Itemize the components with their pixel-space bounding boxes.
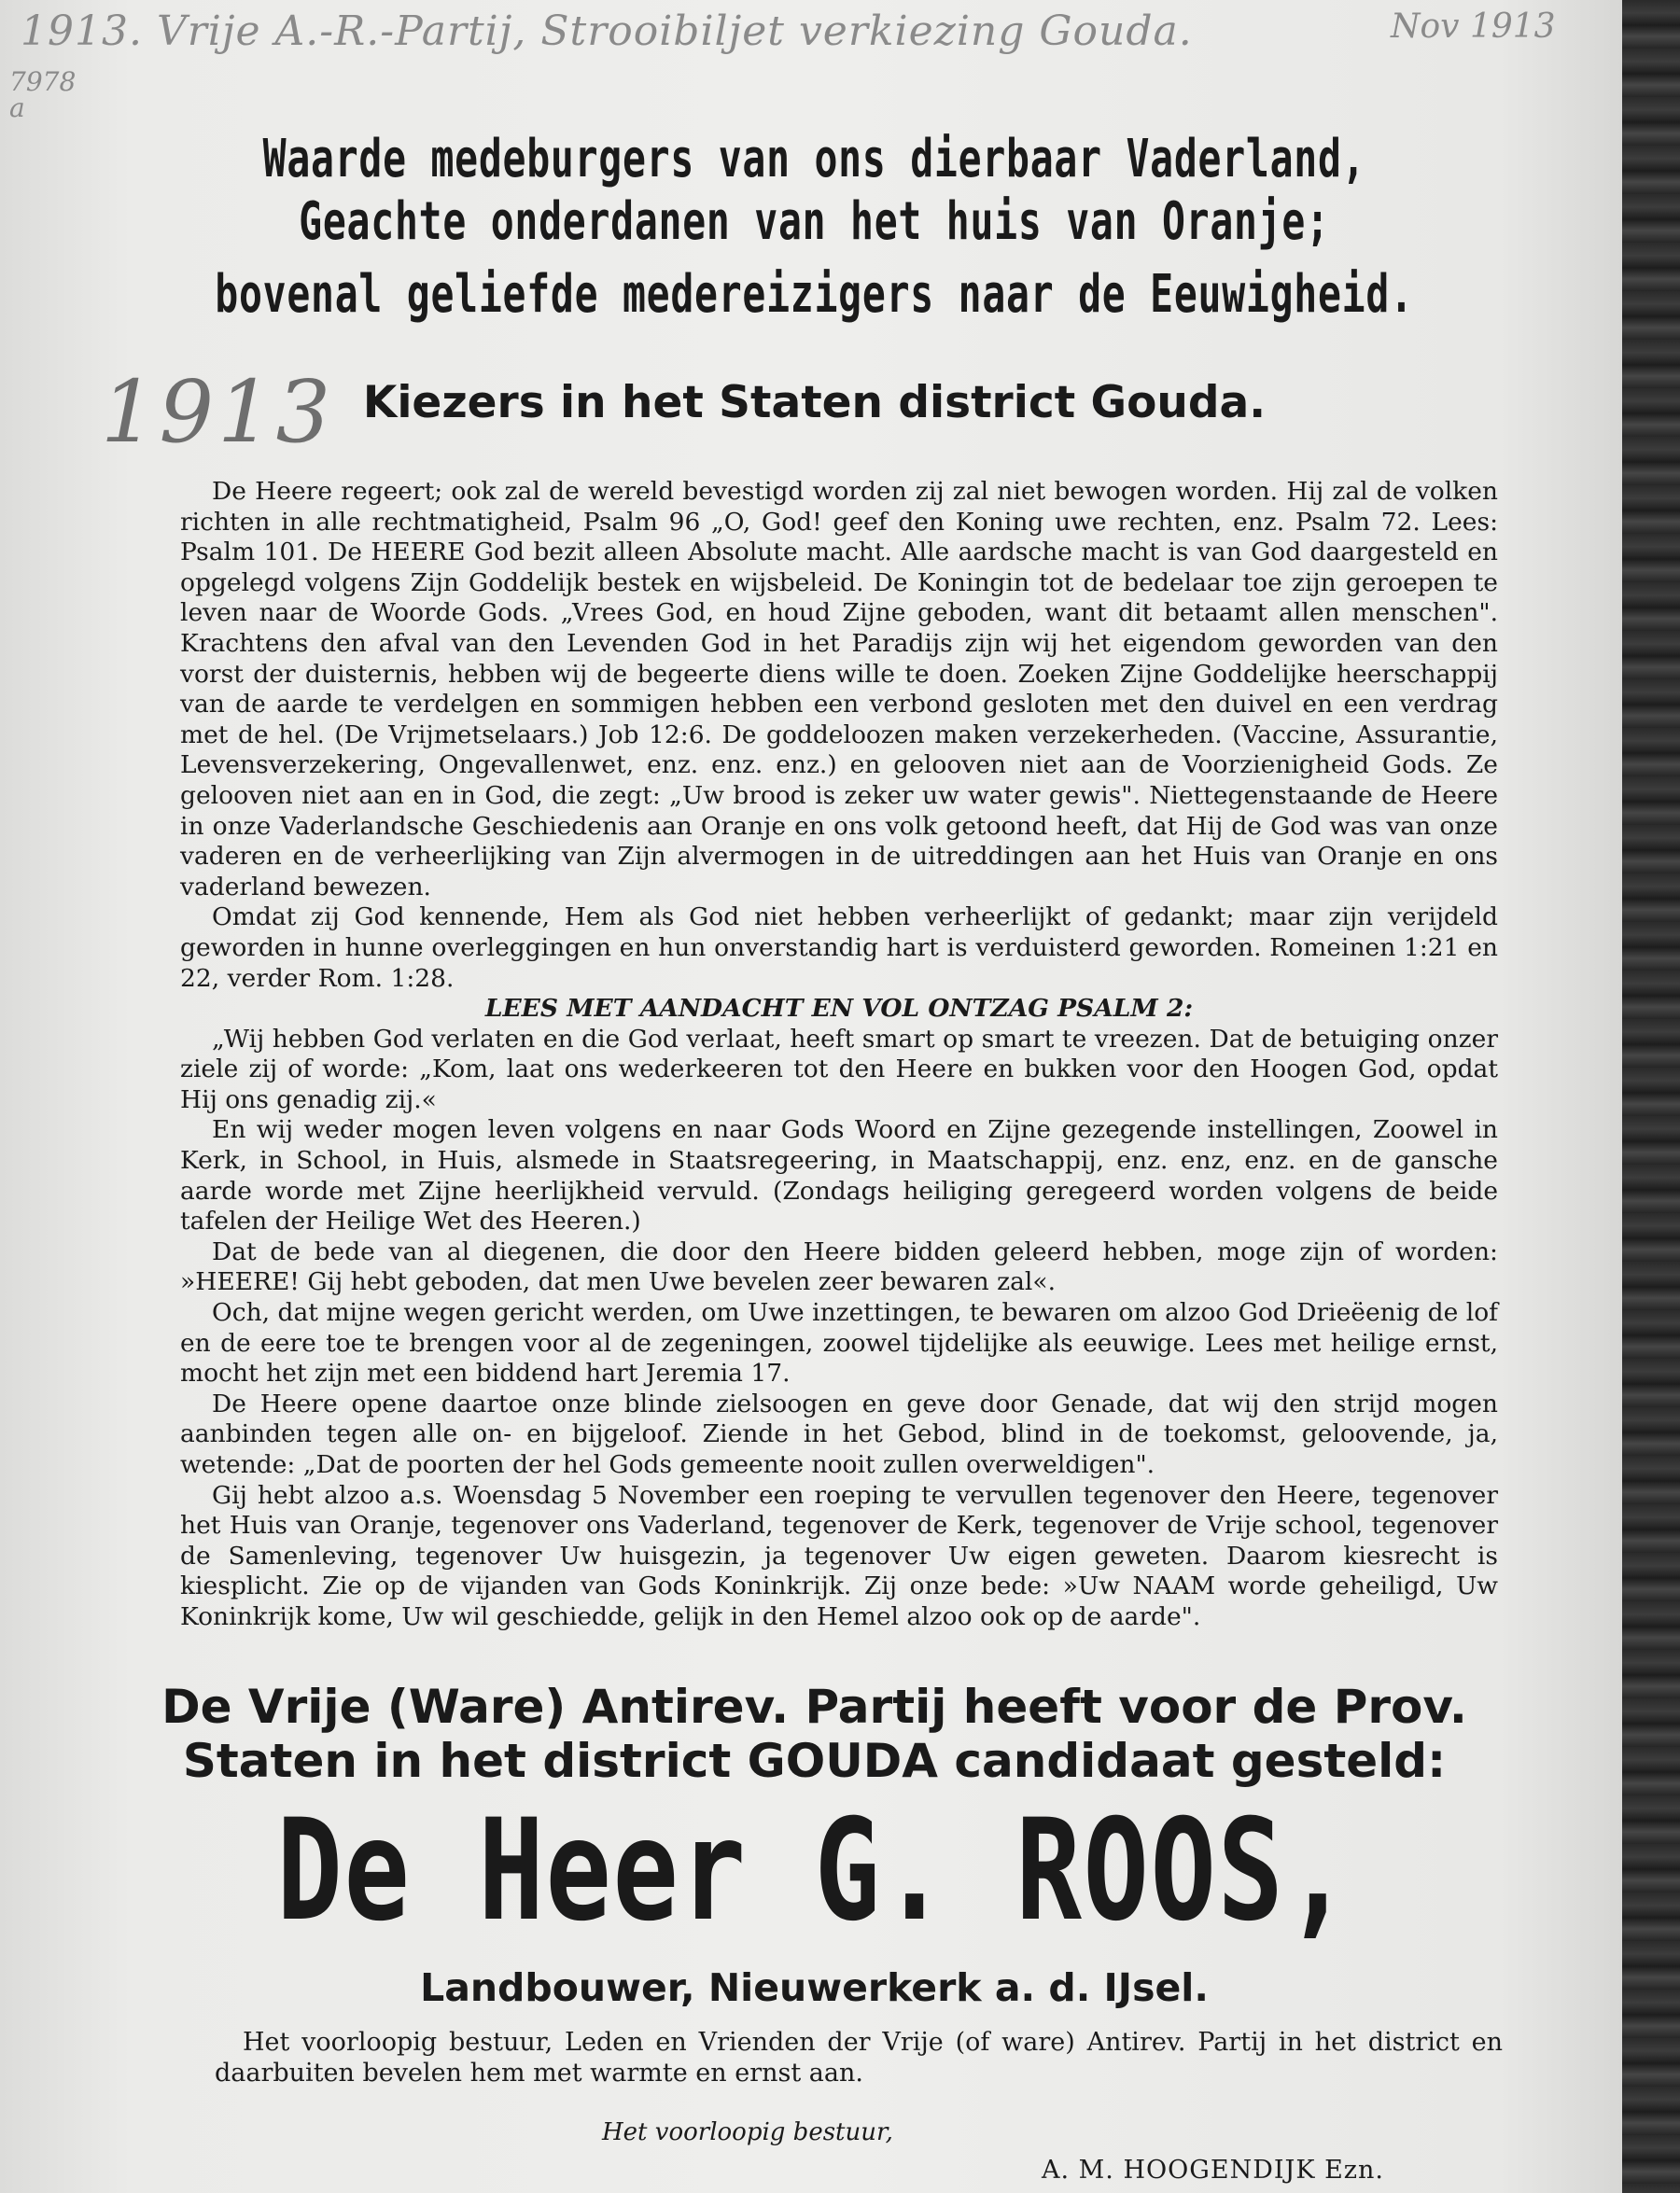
handwritten-caption: 1913. Vrije A.-R.-Partij, Strooibiljet verkiezing Gouda. xyxy=(21,7,1193,55)
party-line-1: De Vrije (Ware) Antirev. Partij heeft voor de Prov. xyxy=(161,1680,1467,1734)
handwritten-date: Nov 1913 xyxy=(1391,7,1556,46)
body-text xyxy=(180,477,1498,1633)
body-paragraph: De Heere opene daartoe onze blinde zielsoogen en geve door Genade, dat wij den strijd mogen aanbinden tegen alle on- en bijgeloof. Ziende in het Gebod, blind in de toekomst, geloovende, ja, wetende: „Dat de poorten der hel Gods gemeente nooit zullen overweldigen". xyxy=(180,1389,1498,1479)
body-paragraph: Och, dat mijne wegen gericht werden, om Uwe inzettingen, te bewaren om alzoo God Drieëenig de lof en de eere toe te brengen voor al de zegeningen, zoowel tijdelijke als eeuwige. Lees met heilige ernst, mocht het zijn met een biddend hart Jeremia 17. xyxy=(180,1298,1498,1389)
candidate-name: De Heer G. ROOS, xyxy=(276,1790,1352,1952)
body-paragraph: Dat de bede van al diegenen, die door den Heere bidden geleerd hebben, moge zijn of worden: »HEERE! Gij hebt geboden, dat men Uwe bevelen zeer bewaren zal«. xyxy=(180,1236,1498,1297)
signature-name: A. M. HOOGENDIJK Ezn. xyxy=(1042,2156,1384,2185)
body-paragraph: De Heere regeert; ook zal de wereld bevestigd worden zij zal niet bewogen worden. Hij zal de volken richten in alle rechtmatigheid, Psalm 96 „O, God! geef den Koning uwe rechten, enz. Psalm 72. Lees: Psalm 101. De HEERE God bezit alleen Absolute macht. Alle aardsche macht is van God daargesteld en opgelegd volgens Zijn Goddelijk bestek en wijsbeleid. De Koningin tot de bedelaar toe zijn geroepen te leven naar de Woorde Gods. „Vrees God, en houd Zijne geboden, want dit betaamt allen menschen". Krachtens den afval van den Levenden God in het Paradijs zijn wij het eigendom geworden van den vorst der duisternis, hebben wij de begeerte diens wille te doen. Zoeken Zijne Goddelijke heerschappij van de aarde te verdelgen en sommigen hebben een verbond gesloten met den duivel en een verdrag met de hel. (De Vrijmetselaars.) Job 12:6. De goddeloozen maken verzekerheden. (Vaccine, Assurantie, Levensverzekering, Ongevallenwet, enz. enz. enz.) en gelooven niet aan de Voorzienigheid Gods. Ze gelooven niet aan en in God, die zegt: „Uw brood is zeker uw water gewis". Niettegenstaande de Heere in onze Vaderlandsche Geschiedenis aan Oranje en ons volk getoond heeft, dat Hij de God was van onze vaderen en de verheerlijking van Zijn alvermogen in de uitreddingen aan het Huis van Oranje en ons vaderland bewezen. xyxy=(180,477,1498,901)
body-paragraph: Omdat zij God kennende, Hem als God niet hebben verheerlijkt of gedankt; maar zijn verijdeld geworden in hunne overleggingen en hun onverstandig hart is verduisterd geworden. Romeinen 1:21 en 22, verder Rom. 1:28. xyxy=(180,902,1498,993)
handwritten-reference: 7978 a xyxy=(9,66,77,123)
body-paragraph: Gij hebt alzoo a.s. Woensdag 5 November een roeping te vervullen tegenover den Heere, tegenover het Huis van Oranje, tegenover ons Vaderland, tegenover de Kerk, tegenover de Vrije school, tegenover de Samenleving, tegenover Uw huisgezin, ja tegenover Uw eigen geweten. Daarom kiesrecht is kiesplicht. Zie op de vijanden van Gods Koninkrijk. Zij onze bede: »Uw NAAM worde geheiligd, Uw Koninkrijk kome, Uw wil geschiedde, gelijk in den Hemel alzoo ook op de aarde". xyxy=(180,1480,1498,1631)
heading-line-2: Geachte onderdanen van het huis van Oranje; xyxy=(299,191,1330,252)
handwritten-year: 1913 xyxy=(101,362,335,462)
party-line-2: Staten in het district GOUDA candidaat gesteld: xyxy=(182,1734,1447,1788)
district-title: Kiezers in het Staten district Gouda. xyxy=(362,377,1267,428)
psalm-heading: LEES MET AANDACHT EN VOL ONTZAG PSALM 2: xyxy=(484,994,1194,1024)
body-paragraph: En wij weder mogen leven volgens en naar Gods Woord en Zijne gezegende instellingen, Zoowel in Kerk, in School, in Huis, alsmede in Staatsregeering, in Maatschappij, enz. enz, enz. en de gansche aarde worde met Zijne heerlijkheid vervuld. (Zondags heiliging geregeerd worden volgens de beide tafelen der Heilige Wet des Heeren.) xyxy=(180,1115,1498,1236)
body-paragraph: „Wij hebben God verlaten en die God verlaat, heeft smart op smart te vreezen. Dat de betuiging onzer ziele zij of worde: „Kom, laat ons wederkeeren tot den Heere en bukken voor den Hoogen God, opdat Hij ons genadig zij.« xyxy=(180,1024,1498,1114)
candidate-occupation: Landbouwer, Nieuwerkerk a. d. IJsel. xyxy=(420,1965,1209,2010)
recommendation-text: Het voorloopig bestuur, Leden en Vrienden der Vrije (of ware) Antirev. Partij in het district en daarbuiten bevelen hem met warmte en ernst aan. xyxy=(215,2028,1503,2088)
scan-edge xyxy=(1622,0,1680,2193)
signature-label: Het voorloopig bestuur, xyxy=(602,2118,893,2146)
heading-line-1: Waarde medeburgers van ons dierbaar Vaderland, xyxy=(262,129,1366,189)
heading-line-3: bovenal geliefde medereizigers naar de Eeuwigheid. xyxy=(215,264,1414,325)
